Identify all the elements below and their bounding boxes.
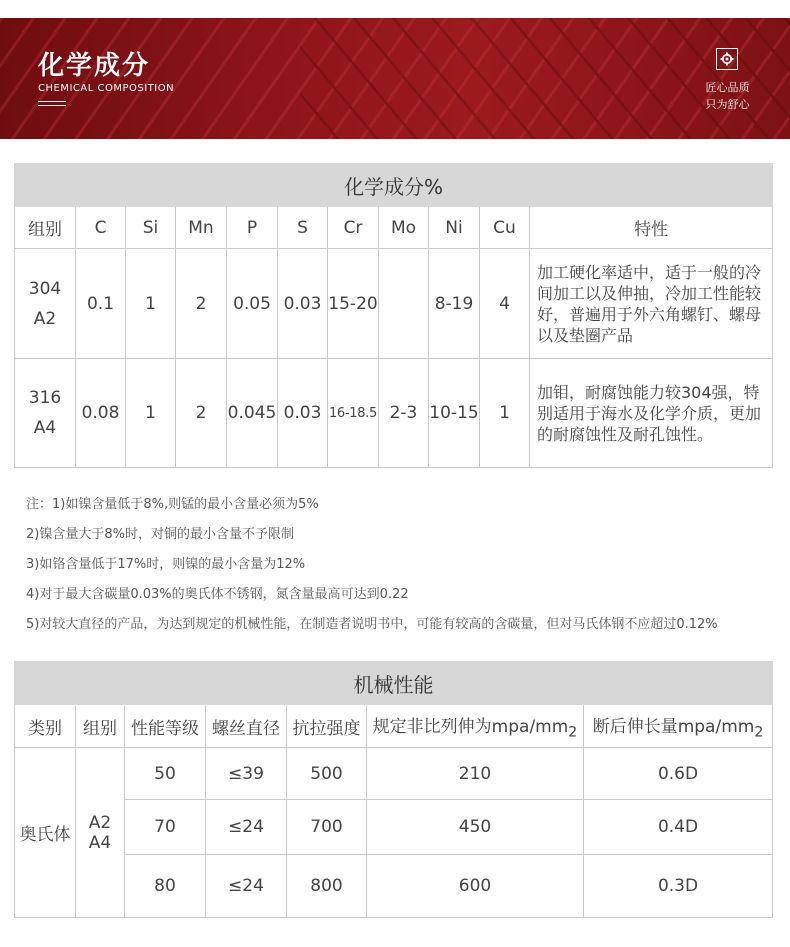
yield-value: 210: [367, 748, 584, 800]
header-c: C: [76, 207, 126, 249]
tensile-value: 700: [287, 800, 367, 855]
banner-subtitle: CHEMICAL COMPOSITION: [38, 83, 175, 94]
chem-table-title: 化学成分%: [15, 164, 773, 207]
header-grade: 性能等级: [125, 705, 206, 748]
grade-number: 316: [28, 388, 62, 408]
header-category: 类别: [15, 705, 76, 748]
header-yield-label: 规定非比列伸为mpa/mm: [372, 716, 569, 737]
elongation-value: 0.3D: [584, 855, 773, 918]
elongation-value: 0.6D: [584, 748, 773, 800]
gear-icon: [716, 48, 738, 70]
chemical-composition-table: [14, 163, 773, 468]
mech-table-title: 机械性能: [15, 662, 773, 705]
tensile-value: 500: [287, 748, 367, 800]
s-value: 0.03: [278, 249, 328, 359]
p-value: 0.05: [227, 249, 278, 359]
header-group: 组别: [76, 705, 125, 748]
note-5: 5)对较大直径的产品，为达到规定的机械性能，在制造者说明书中，可能有较高的含碳量，但对马氏体钢不应超过0.12%: [26, 617, 718, 632]
header-group: 组别: [15, 207, 76, 249]
grade-value: 70: [125, 800, 206, 855]
s-value: 0.03: [278, 359, 328, 468]
table-row: [15, 249, 773, 359]
header-p: P: [227, 207, 278, 249]
mn-value: 2: [176, 249, 227, 359]
table-row: [15, 748, 773, 800]
header-trait: 特性: [530, 207, 773, 249]
header-yield-subscript: 2: [568, 724, 578, 741]
header-mo: Mo: [379, 207, 429, 249]
ni-value: 8-19: [429, 249, 480, 359]
badge-text-comfort: 只为舒心: [705, 98, 750, 111]
header-cu: Cu: [480, 207, 530, 249]
grade-cell: [15, 249, 76, 359]
si-value: 1: [126, 359, 176, 468]
header-banner: [0, 18, 790, 139]
diameter-value: ≤24: [206, 855, 287, 918]
cr-value: 16-18.5: [328, 359, 379, 468]
header-cr: Cr: [328, 207, 379, 249]
badge-text-quality: 匠心品质: [705, 81, 750, 94]
diameter-value: ≤24: [206, 800, 287, 855]
si-value: 1: [126, 249, 176, 359]
table-row: [15, 800, 773, 855]
cu-value: 1: [480, 359, 530, 468]
banner-title: 化学成分: [38, 51, 151, 81]
mo-value: [379, 249, 429, 359]
ni-value: 10-15: [429, 359, 480, 468]
note-4: 4)对于最大含碳量0.03%的奥氏体不锈钢，氮含量最高可达到0.22: [26, 587, 409, 602]
category-cell: 奥氏体: [15, 748, 76, 918]
table-row: [15, 855, 773, 918]
header-tensile: 抗拉强度: [287, 705, 367, 748]
grade-cell: [15, 359, 76, 468]
c-value: 0.08: [76, 359, 126, 468]
c-value: 0.1: [76, 249, 126, 359]
header-ni: Ni: [429, 207, 480, 249]
note-1: 注：1)如镍含量低于8%,则锰的最小含量必须为5%: [26, 497, 319, 512]
grade-value: 50: [125, 748, 206, 800]
grade-code: A2: [33, 308, 57, 329]
p-value: 0.045: [227, 359, 278, 468]
note-3: 3)如铬含量低于17%时，则镍的最小含量为12%: [26, 557, 306, 572]
grade-number: 304: [28, 278, 62, 299]
header-s: S: [278, 207, 328, 249]
table-row: [15, 359, 773, 468]
yield-value: 450: [367, 800, 584, 855]
header-elongation-label: 断后伸长量mpa/mm: [592, 716, 755, 737]
group-a4: A4: [88, 832, 112, 853]
mn-value: 2: [176, 359, 227, 468]
header-si: Si: [126, 207, 176, 249]
cu-value: 4: [480, 249, 530, 359]
trait-text: 加工硬化率适中，适于一般的冷间加工以及伸抽，冷加工性能较好，普遍用于外六角螺钉、螺母以及垫圈产品: [530, 249, 773, 359]
grade-code: A4: [33, 418, 57, 438]
grade-value: 80: [125, 855, 206, 918]
note-2: 2)镍含量大于8%时，对铜的最小含量不予限制: [26, 527, 294, 542]
header-diameter: 螺丝直径: [206, 705, 287, 748]
header-yield: [367, 705, 584, 748]
banner-underline: [38, 101, 66, 109]
diameter-value: ≤39: [206, 748, 287, 800]
yield-value: 600: [367, 855, 584, 918]
trait-text: 加钼，耐腐蚀能力较304强，特别适用于海水及化学介质，更加的耐腐蚀性及耐孔蚀性。: [530, 359, 773, 468]
header-elongation: [584, 705, 773, 748]
elongation-value: 0.4D: [584, 800, 773, 855]
mechanical-properties-table: [14, 661, 773, 918]
group-cell: [76, 748, 125, 918]
cr-value: 15-20: [328, 249, 379, 359]
tensile-value: 800: [287, 855, 367, 918]
header-mn: Mn: [176, 207, 227, 249]
mo-value: 2-3: [379, 359, 429, 468]
header-elongation-subscript: 2: [754, 724, 764, 741]
group-a2: A2: [88, 812, 112, 833]
